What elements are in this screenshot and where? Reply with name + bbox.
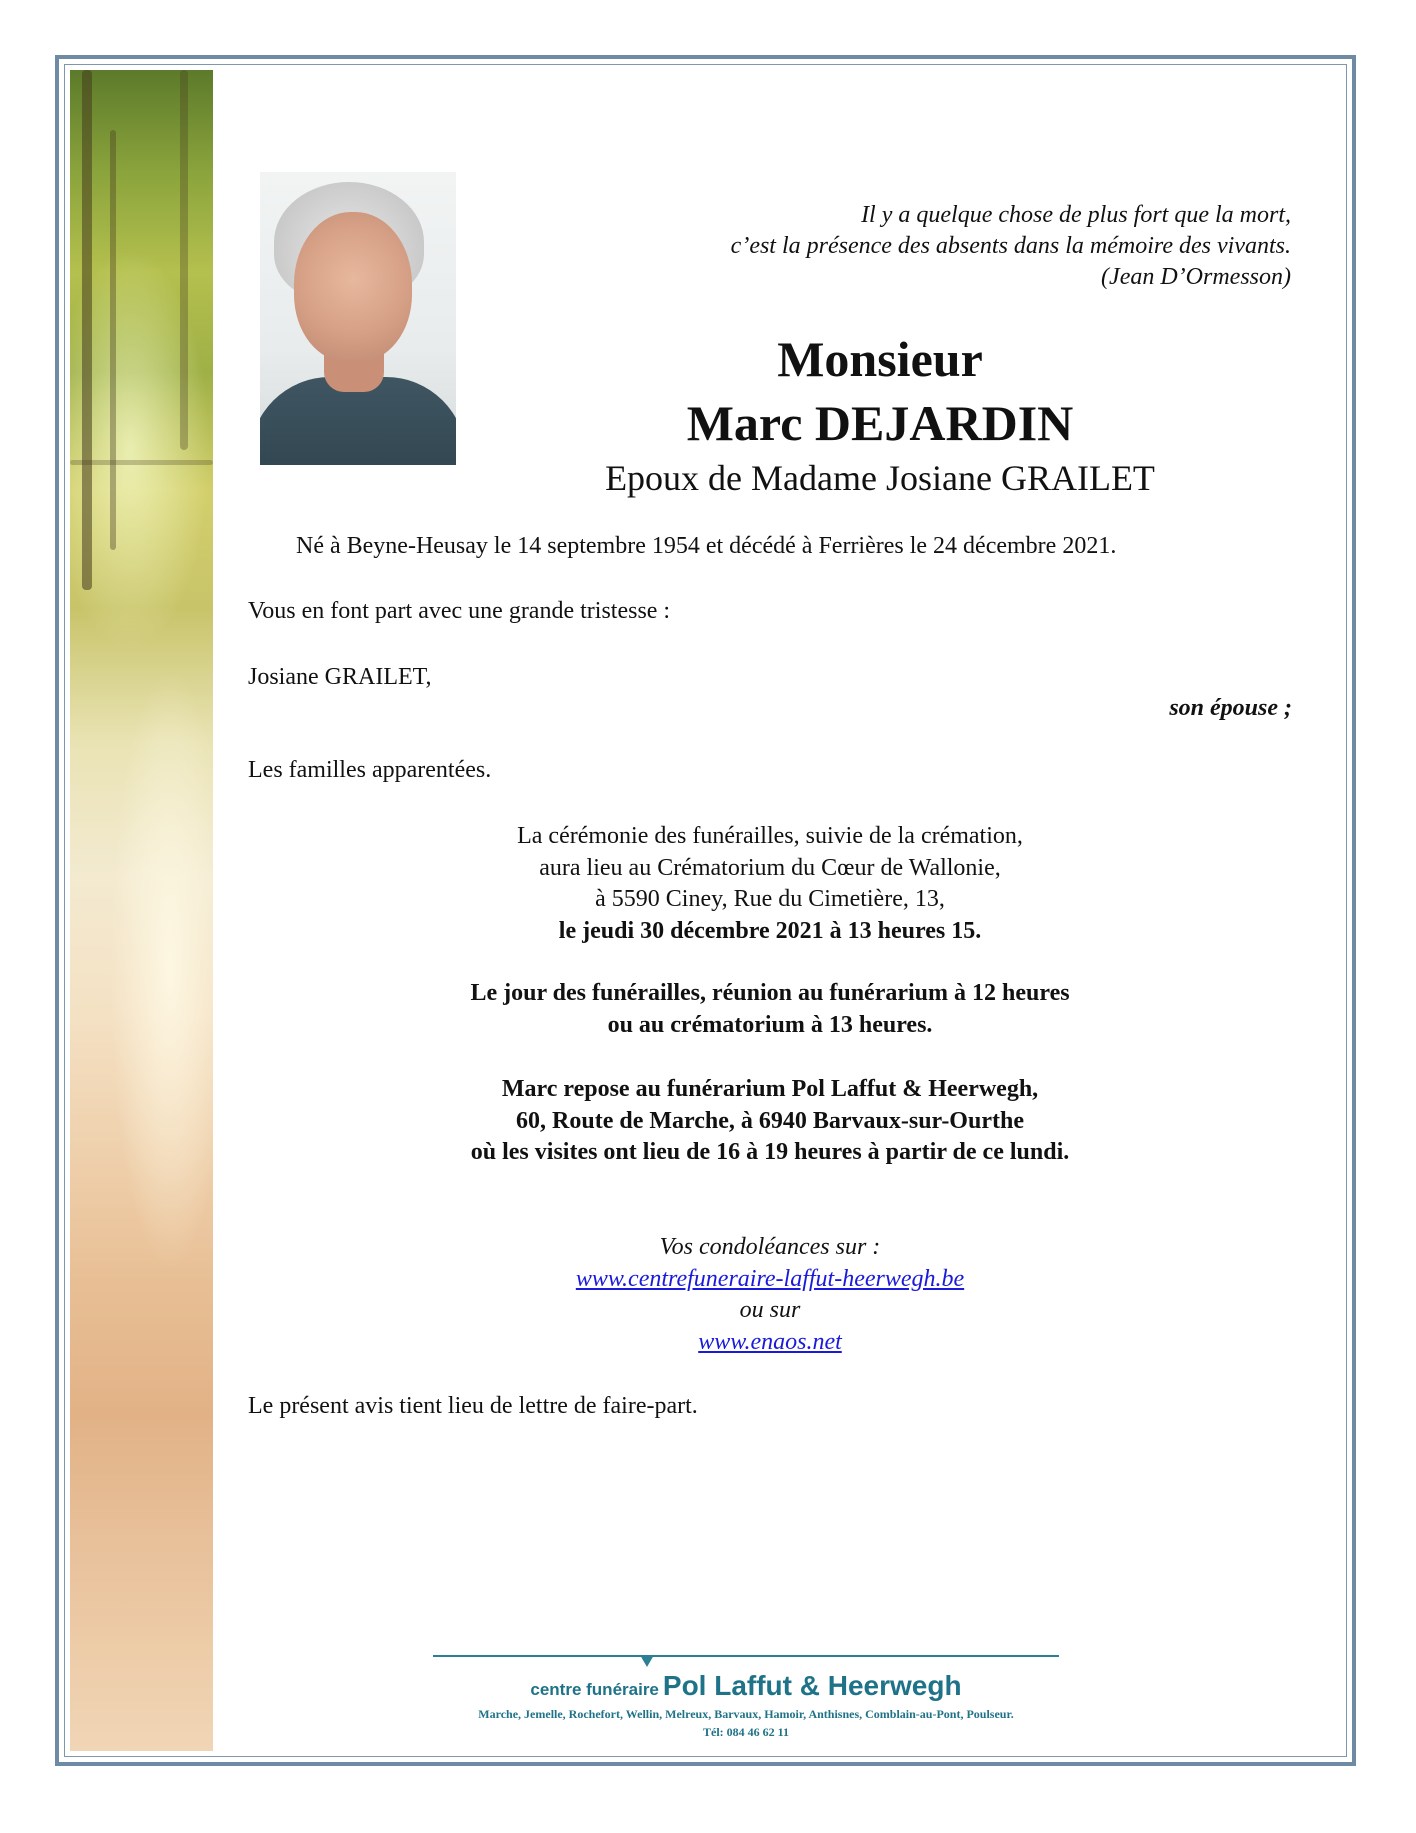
quote-line-1: Il y a quelque chose de plus fort que la mort, — [861, 202, 1291, 228]
condolences-label: Vos condoléances sur : — [659, 1234, 881, 1260]
rest-line-3: où les visites ont lieu de 16 à 19 heures à partir de ce lundi. — [470, 1139, 1070, 1165]
ceremony-line-2: aura lieu au Crématorium du Cœur de Wallonie, — [539, 854, 1001, 881]
footer-phone: Tél: 084 46 62 11 — [703, 1725, 789, 1739]
family-member: Josiane GRAILET, — [248, 664, 432, 690]
honorific: Monsieur — [777, 331, 983, 387]
forest-path-image — [70, 70, 213, 1751]
rest-line-2: 60, Route de Marche, à 6940 Barvaux-sur-Ourthe — [516, 1107, 1024, 1134]
condolences-link-1[interactable]: www.centrefuneraire-laffut-heerwegh.be — [575, 1265, 965, 1292]
footer-logo — [433, 1670, 1059, 1702]
rest-line-1: Marc repose au funérarium Pol Laffut & Heerwegh, — [501, 1076, 1039, 1102]
announcement-intro: Vous en font part avec une grande tristesse : — [248, 598, 671, 624]
condolences-link-2[interactable]: www.enaos.net — [698, 1328, 842, 1355]
deceased-name: Marc DEJARDIN — [686, 395, 1074, 451]
ceremony-date: le jeudi 30 décembre 2021 à 13 heures 15. — [558, 917, 982, 944]
ceremony-line-3: à 5590 Ciney, Rue du Cimetière, 13, — [595, 886, 945, 912]
relatives-line: Les familles apparentées. — [248, 757, 492, 783]
ceremony-block — [230, 821, 1310, 947]
condolences-block — [230, 1232, 1310, 1358]
spouse-line: Epoux de Madame Josiane GRAILET — [605, 458, 1155, 498]
epigraph-quote — [591, 200, 1291, 293]
footer-brand-small: centre funéraire — [530, 1680, 659, 1699]
portrait-photo — [260, 172, 456, 465]
condolences-or: ou sur — [739, 1297, 801, 1323]
footer-divider — [433, 1655, 1059, 1657]
ceremony-line-1: La cérémonie des funérailles, suivie de la crémation, — [517, 823, 1023, 849]
meeting-block — [230, 978, 1310, 1041]
meeting-line-2: ou au crématorium à 13 heures. — [607, 1011, 933, 1038]
footer-towns: Marche, Jemelle, Rochefort, Wellin, Melreux, Barvaux, Hamoir, Anthisnes, Comblain-au-Pont, Poulseur. — [478, 1707, 1014, 1721]
closing-line: Le présent avis tient lieu de lettre de faire-part. — [248, 1393, 698, 1419]
footer-brand-big: Pol Laffut & Heerwegh — [662, 1670, 962, 1701]
meeting-line-1: Le jour des funérailles, réunion au funérarium à 12 heures — [470, 980, 1070, 1006]
family-relation: son épouse ; — [1169, 695, 1292, 721]
footer-triangle-icon — [640, 1655, 654, 1667]
quote-author: (Jean D’Ormesson) — [1101, 264, 1291, 290]
birth-death-line: Né à Beyne-Heusay le 14 septembre 1954 et décédé à Ferrières le 24 décembre 2021. — [296, 533, 1117, 559]
rest-block — [230, 1074, 1310, 1169]
quote-line-2: c’est la présence des absents dans la mémoire des vivants. — [730, 233, 1291, 259]
